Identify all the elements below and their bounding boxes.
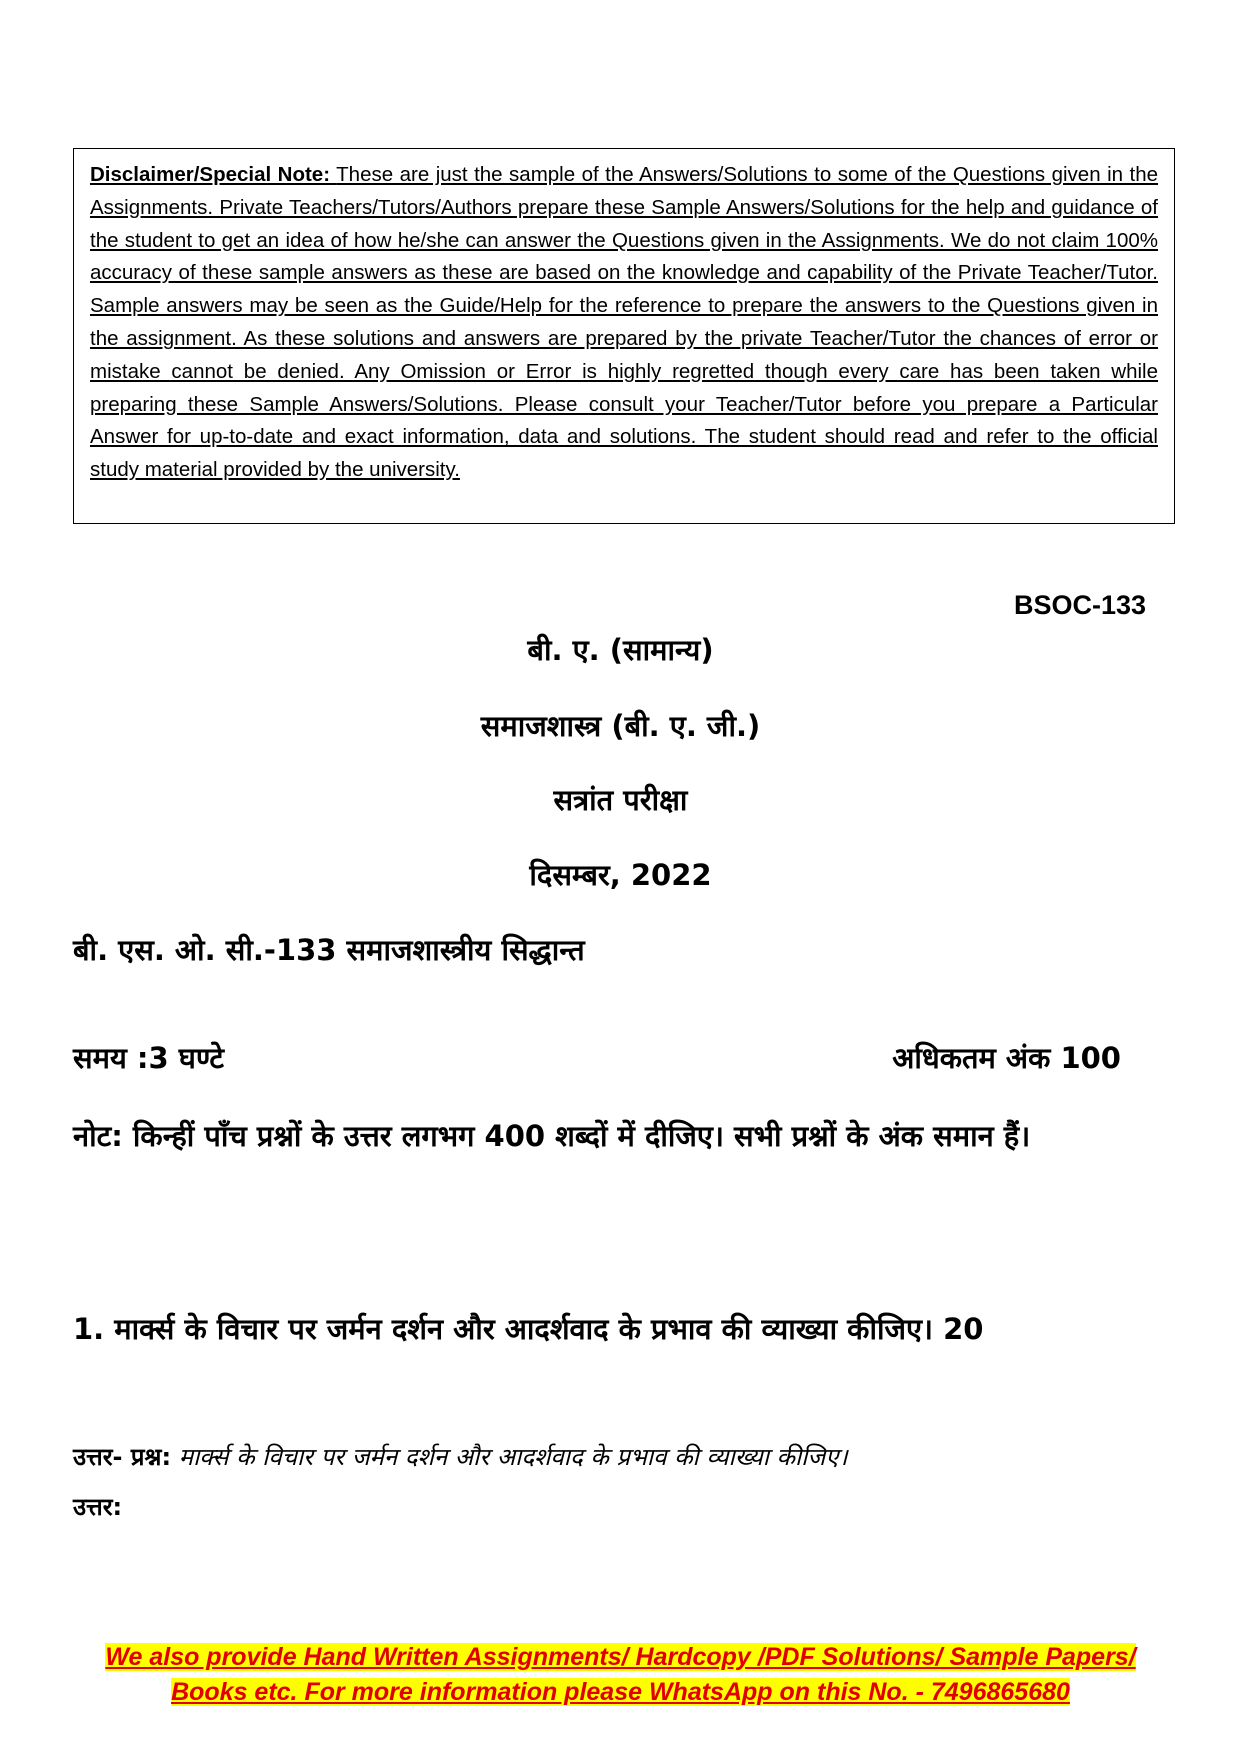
- subject-title: समाजशास्त्र (बी. ए. जी.): [480, 709, 761, 743]
- answer-prefix: उत्तर- प्रश्न:: [73, 1443, 172, 1471]
- disclaimer-text: [90, 159, 1158, 487]
- exam-session: दिसम्बर, 2022: [529, 858, 712, 892]
- question-1: 1. मार्क्स के विचार पर जर्मन दर्शन और आदर्शवाद के प्रभाव की व्याख्या कीजिए। 20: [73, 1312, 984, 1346]
- time-label: समय :3 घण्टे: [73, 1041, 224, 1075]
- disclaimer-body: These are just the sample of the Answers/Solutions to some of the Questions given in the Assignments. Private Teachers/Tutors/Authors prepare these Sample Answers/Solutions for the help and guidance of the student to get an idea of how he/she can answer the Questions given in the Assignments. We do not claim 100% accuracy of these sample answers as these are based on the knowledge and capability of the Private Teacher/Tutor. Sample answers may be seen as the Guide/Help for the reference to prepare the answers to the Questions given in the assignment. As these solutions and answers are prepared by the private Teacher/Tutor the chances of error or mistake cannot be denied. Any Omission or Error is highly regretted though every care has been taken while preparing these Sample Answers/Solutions. Please consult your Teacher/Tutor before you prepare a Particular Answer for up-to-date and exact information, data and solutions. The student should read and refer to the official study material provided by the university.: [90, 163, 1159, 482]
- programme-title: बी. ए. (सामान्य): [527, 633, 714, 667]
- time-marks-row: [73, 1038, 1121, 1077]
- max-marks-label: अधिकतम अंक 100: [892, 1041, 1121, 1075]
- course-title: बी. एस. ओ. सी.-133 समाजशास्त्रीय सिद्धान्त: [73, 933, 585, 967]
- answer-question-restated: मार्क्स के विचार पर जर्मन दर्शन और आदर्शवाद के प्रभाव की व्याख्या कीजिए।: [178, 1443, 848, 1471]
- promo-line-2: Books etc. For more information please WhatsApp on this No. - 7496865680: [171, 1678, 1070, 1706]
- disclaimer-box: [73, 148, 1175, 524]
- answer-label: उत्तर:: [73, 1493, 123, 1521]
- disclaimer-lead: Disclaimer/Special Note:: [90, 163, 331, 186]
- course-code: BSOC-133: [1013, 590, 1146, 620]
- instructions-note: नोट: किन्हीं पाँच प्रश्नों के उत्तर लगभग 400 शब्दों में दीजिए। सभी प्रश्नों के अंक समान हैं।: [73, 1119, 1031, 1153]
- promo-banner: [0, 1640, 1241, 1710]
- promo-line-1: We also provide Hand Written Assignments/ Hardcopy /PDF Solutions/ Sample Papers/: [105, 1643, 1136, 1671]
- answer-question-line: [73, 1440, 848, 1473]
- exam-title: सत्रांत परीक्षा: [553, 783, 688, 817]
